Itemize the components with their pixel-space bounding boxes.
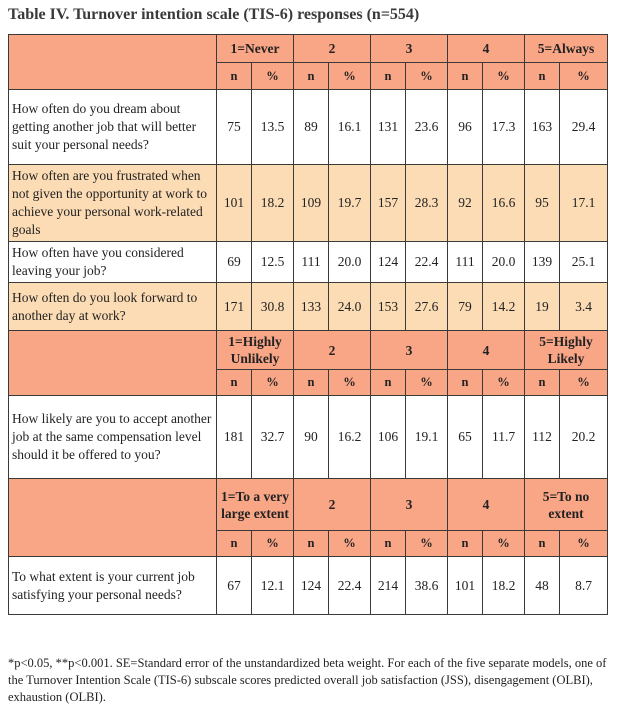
percent-cell: 23.6 [406,90,448,165]
percent-cell: 14.2 [483,283,525,331]
percent-cell: 19.7 [329,165,371,242]
table-row [9,90,608,165]
percent-cell: 19.1 [406,396,448,479]
count-cell: 75 [217,90,252,165]
percent-subheader: % [560,63,608,90]
count-cell: 67 [217,557,252,615]
percent-subheader: % [252,63,294,90]
percent-subheader: % [252,370,294,396]
question-cell: How often have you considered leaving your job? [9,242,217,283]
scale-header-5: 5=To no extent [525,479,608,531]
count-subheader: n [217,370,252,396]
section-0-header-row [9,35,608,63]
percent-cell: 24.0 [329,283,371,331]
count-cell: 139 [525,242,560,283]
count-subheader: n [448,370,483,396]
table-row [9,283,608,331]
percent-subheader: % [329,63,371,90]
scale-header-1: 1=To a very large extent [217,479,294,531]
tis-table [8,34,608,615]
count-cell: 171 [217,283,252,331]
percent-subheader: % [560,370,608,396]
percent-subheader: % [329,370,371,396]
percent-subheader: % [560,531,608,557]
percent-cell: 13.5 [252,90,294,165]
count-cell: 96 [448,90,483,165]
count-subheader: n [448,531,483,557]
count-subheader: n [371,531,406,557]
scale-header-4: 4 [448,479,525,531]
question-cell: How often do you look forward to another day at work? [9,283,217,331]
percent-cell: 16.1 [329,90,371,165]
count-cell: 65 [448,396,483,479]
percent-cell: 16.6 [483,165,525,242]
percent-subheader: % [483,370,525,396]
percent-cell: 20.0 [329,242,371,283]
scale-header-2: 2 [294,35,371,63]
count-subheader: n [448,63,483,90]
question-cell: How often are you frustrated when not given the opportunity at work to achieve your personal work-related goals [9,165,217,242]
percent-cell: 30.8 [252,283,294,331]
header-blank-cell [9,479,217,557]
count-cell: 101 [217,165,252,242]
count-cell: 112 [525,396,560,479]
table-row [9,557,608,615]
percent-cell: 17.1 [560,165,608,242]
percent-subheader: % [406,531,448,557]
count-cell: 111 [448,242,483,283]
scale-header-3: 3 [371,479,448,531]
percent-cell: 18.2 [483,557,525,615]
count-subheader: n [525,63,560,90]
header-blank-cell [9,35,217,90]
count-cell: 124 [371,242,406,283]
table-row [9,242,608,283]
count-cell: 157 [371,165,406,242]
scale-header-2: 2 [294,331,371,370]
percent-subheader: % [406,370,448,396]
percent-cell: 8.7 [560,557,608,615]
percent-cell: 27.6 [406,283,448,331]
percent-cell: 22.4 [329,557,371,615]
percent-subheader: % [483,531,525,557]
percent-cell: 32.7 [252,396,294,479]
percent-subheader: % [252,531,294,557]
count-subheader: n [525,531,560,557]
percent-cell: 12.1 [252,557,294,615]
scale-header-5: 5=Highly Likely [525,331,608,370]
count-cell: 106 [371,396,406,479]
percent-cell: 16.2 [329,396,371,479]
count-subheader: n [294,63,329,90]
percent-cell: 29.4 [560,90,608,165]
count-subheader: n [217,63,252,90]
count-subheader: n [371,63,406,90]
percent-cell: 12.5 [252,242,294,283]
scale-header-3: 3 [371,331,448,370]
section-2-header-row [9,479,608,531]
header-blank-cell [9,331,217,396]
scale-header-1: 1=Never [217,35,294,63]
table-row [9,165,608,242]
count-cell: 163 [525,90,560,165]
count-cell: 89 [294,90,329,165]
count-cell: 69 [217,242,252,283]
percent-cell: 20.0 [483,242,525,283]
count-cell: 95 [525,165,560,242]
percent-cell: 17.3 [483,90,525,165]
section-1-header-row [9,331,608,370]
scale-header-3: 3 [371,35,448,63]
count-cell: 19 [525,283,560,331]
count-cell: 79 [448,283,483,331]
count-cell: 214 [371,557,406,615]
count-cell: 90 [294,396,329,479]
table-title: Table IV. Turnover intention scale (TIS-6) responses (n=554) [8,6,420,23]
question-cell: How often do you dream about getting another job that will better suit your personal needs? [9,90,217,165]
percent-cell: 20.2 [560,396,608,479]
percent-cell: 11.7 [483,396,525,479]
count-cell: 131 [371,90,406,165]
table-row [9,396,608,479]
scale-header-4: 4 [448,331,525,370]
percent-cell: 28.3 [406,165,448,242]
percent-cell: 25.1 [560,242,608,283]
count-subheader: n [294,370,329,396]
count-cell: 101 [448,557,483,615]
question-cell: How likely are you to accept another job at the same compensation level should it be offered to you? [9,396,217,479]
footnote: *p<0.05, **p<0.001. SE=Standard error of the unstandardized beta weight. For each of the five separate models, one of the Turnover Intention Scale (TIS-6) subscale scores predicted overall job satisfaction (JSS), disengagement (OLBI), exhaustion (OLBI). [8,656,607,704]
count-cell: 181 [217,396,252,479]
count-cell: 92 [448,165,483,242]
percent-cell: 18.2 [252,165,294,242]
count-subheader: n [525,370,560,396]
scale-header-5: 5=Always [525,35,608,63]
count-cell: 133 [294,283,329,331]
count-cell: 124 [294,557,329,615]
count-cell: 153 [371,283,406,331]
question-cell: To what extent is your current job satisfying your personal needs? [9,557,217,615]
scale-header-2: 2 [294,479,371,531]
count-subheader: n [294,531,329,557]
count-subheader: n [217,531,252,557]
percent-cell: 38.6 [406,557,448,615]
count-cell: 111 [294,242,329,283]
percent-subheader: % [483,63,525,90]
percent-cell: 22.4 [406,242,448,283]
count-cell: 109 [294,165,329,242]
percent-subheader: % [406,63,448,90]
count-cell: 48 [525,557,560,615]
percent-cell: 3.4 [560,283,608,331]
percent-subheader: % [329,531,371,557]
scale-header-1: 1=Highly Unlikely [217,331,294,370]
count-subheader: n [371,370,406,396]
scale-header-4: 4 [448,35,525,63]
